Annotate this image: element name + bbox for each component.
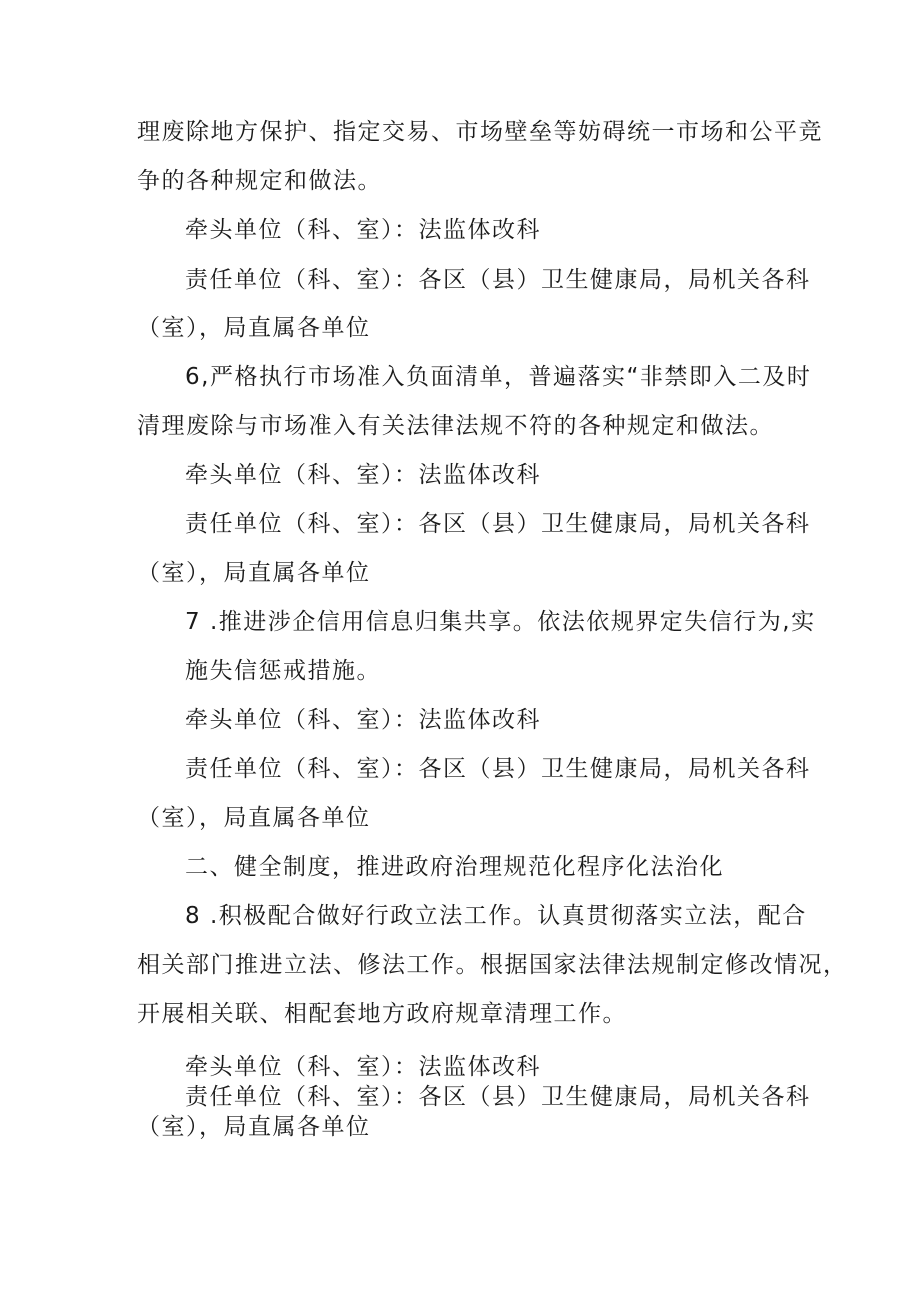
text-line: 牵头单位（科、室）：法监体改科 — [185, 462, 541, 488]
text-line: 责任单位（科、室）：各区（县）卫生健康局，局机关各科 — [185, 756, 811, 782]
text-line: 理废除地方保护、指定交易、市场壁垒等妨碍统一市场和公平竞 — [137, 119, 823, 145]
text-line: （室），局直属各单位 — [137, 560, 371, 586]
text-line: 责任单位（科、室）：各区（县）卫生健康局，局机关各科 — [185, 1084, 811, 1110]
text-line: 争的各种规定和做法。 — [137, 168, 382, 194]
text-line: （室），局直属各单位 — [137, 315, 371, 341]
text-line: 开展相关联、相配套地方政府规章清理工作。 — [137, 1001, 627, 1027]
text-line: （室），局直属各单位 — [137, 805, 371, 831]
text-line: 相关部门推进立法、修法工作。根据国家法律法规制定修改情况， — [137, 952, 848, 978]
text-line: 8 .积极配合做好行政立法工作。认真贯彻落实立法，配合 — [185, 903, 807, 929]
text-line: 7 .推进涉企信用信息归集共享。依法依规界定失信行为,实 — [185, 609, 816, 635]
section-heading: 二、健全制度，推进政府治理规范化程序化法治化 — [185, 854, 724, 880]
text-line: 责任单位（科、室）：各区（县）卫生健康局，局机关各科 — [185, 511, 811, 537]
text-line: 牵头单位（科、室）：法监体改科 — [185, 217, 541, 243]
text-line: 清理废除与市场准入有关法律法规不符的各种规定和做法。 — [137, 413, 774, 439]
text-line: （室），局直属各单位 — [137, 1114, 371, 1140]
text-line: 牵头单位（科、室）：法监体改科 — [185, 1054, 541, 1080]
text-line: 责任单位（科、室）：各区（县）卫生健康局，局机关各科 — [185, 267, 811, 293]
text-line: 牵头单位（科、室）：法监体改科 — [185, 707, 541, 733]
text-line: 施失信惩戒措施。 — [185, 658, 381, 684]
text-line: 6,严格执行市场准入负面清单，普遍落实“非禁即入二及时 — [185, 364, 812, 390]
